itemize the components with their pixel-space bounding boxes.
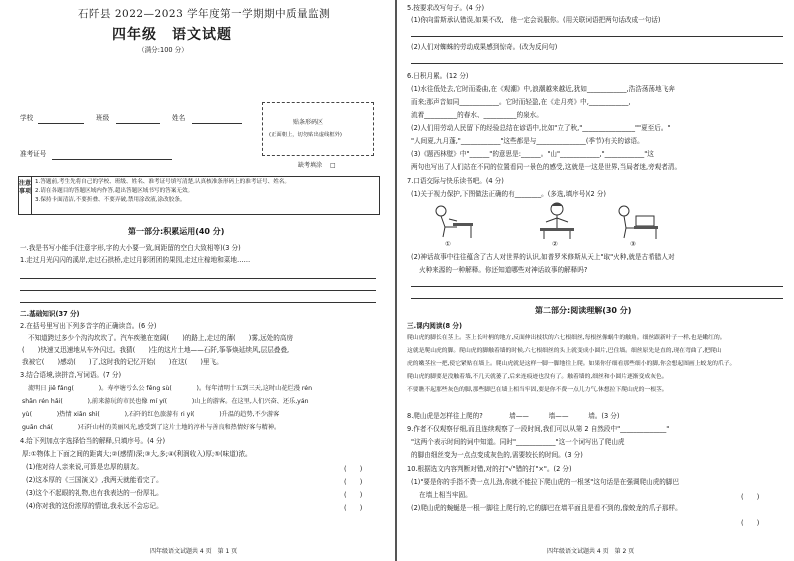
q2-line-1: 不知道跨过多少个沟沟坎坎了。汽车疾驰在宽阔( )的路上,走过的薄( )雾,远处的高房 bbox=[28, 334, 294, 342]
writing-line-3[interactable] bbox=[20, 302, 376, 303]
footer-page-2: 四年级语文试题共 4 页 第 2 页 bbox=[547, 548, 635, 555]
basics-head: 二.基础知识(37 分) bbox=[20, 310, 80, 318]
exam-title: 四年级 语文试题 bbox=[112, 27, 232, 43]
header-title: 石阡县 2022—2023 学年度第一学期期中质量监测 bbox=[78, 8, 331, 20]
q2-line-2: ( )快速又迅速地从车外闪过。我猜( )生的这片土地——石阡,筝筝焕延续风,层层叠叠, bbox=[22, 346, 290, 354]
barcode-label: 贴条形码区 bbox=[293, 119, 324, 126]
q6-line-1: (1)水往低处去,它时而委曲,在《观潮》中,浪潮越来越近,犹如____________,浩浩荡荡地飞奔 bbox=[411, 85, 675, 93]
full-score: （满分:100 分） bbox=[138, 46, 188, 54]
q10-head: 10.根据选文内容判断对错,对的打"√"错的打"×"。(2 分) bbox=[407, 465, 572, 473]
notice-line-2: 2.请在各题目的答题区域内作答,超出答题区域书写的答案无效。 bbox=[35, 188, 194, 194]
q6-line-3: 流着__________的春水、__________的泉水。 bbox=[411, 111, 543, 119]
class-field[interactable] bbox=[116, 123, 160, 124]
posture-figure-3 bbox=[612, 202, 662, 240]
q2-line-3: 我被它( )感动( )了,这时我的记忆开始( )在这( )里飞。 bbox=[22, 358, 223, 366]
q4-head: 4.给下列加点字选择恰当的解释,只填序号。(4 分) bbox=[20, 437, 166, 445]
q4-item-3: (3)这个不起眼的礼物,也有我表达的一份厚礼。 bbox=[26, 489, 163, 497]
q7-item-1: (1)关于视力保护,下图做法正确的有________。(多选,填序号)(2 分) bbox=[411, 190, 606, 198]
page-2 bbox=[397, 0, 794, 561]
q6-line-6: (3)《题西林壁》中"______"的意思是:______。"山"____________,"____________"这 bbox=[411, 150, 654, 158]
class-label: 班级 bbox=[96, 114, 110, 122]
figure-label-1: ① bbox=[445, 240, 451, 248]
q3-head: 3.结合语境,读拼音,写词语。(7 分) bbox=[20, 371, 122, 379]
notice-line-1: 1.答题前,考生先将自己的学校、班级、姓名、准考证号填写清楚,认真核准条形码上的准考证号、姓名。 bbox=[35, 179, 291, 185]
absent-label: 缺考填涂 bbox=[298, 162, 323, 169]
q6-head: 6.日积月累。(12 分) bbox=[407, 72, 469, 80]
q4-item-2: (2)这本厚的《三国演义》,我两天就能看完了。 bbox=[26, 476, 163, 484]
q2-head: 2.在括号里写出下列多音字的正确读音。(6 分) bbox=[20, 322, 157, 330]
figure-label-3: ③ bbox=[630, 240, 636, 248]
notice-box bbox=[18, 176, 380, 215]
q10-item-1: (1)"要是你的手指不费一点儿劲,你就不能拉下爬山虎的一根茎"这句话是在强调爬山虎的脚巴 bbox=[411, 478, 680, 486]
q5-item-2: (2)人们对蜘蛛的劳动成果感到惊奇。(改为反问句) bbox=[411, 43, 558, 51]
q5-answer-line-1[interactable] bbox=[411, 36, 783, 37]
passage-line-2: 这就是爬山虎的脚。爬山虎的脚触着墙的时候,六七根细丝的头上就变成小圆片,巴住墙。细丝原先是直的,现在弯曲了,把爬山 bbox=[407, 348, 722, 354]
q9-line-2: "这两个表示时间的词中知道。同时"____________"这一个词写出了爬山虎 bbox=[411, 438, 625, 446]
page-1 bbox=[0, 0, 396, 561]
exam-no-field[interactable] bbox=[52, 159, 172, 160]
school-field[interactable] bbox=[38, 123, 84, 124]
notice-line-3: 3.保持卡面清洁,不要折叠、不要弄破,禁用涂改液,涂改胶条。 bbox=[35, 197, 186, 203]
q9-line-1: 9.作者不仅观察仔细,而且连续观察了一段时间,我们可以从第 2 自然段中"______________" bbox=[407, 425, 670, 433]
passage-line-4: 爬山虎的脚要是没触着墙,不几天就萎了,后来连痕迹也没有了。触着墙的,细丝和小圆片逐渐变成灰色。 bbox=[407, 374, 668, 380]
q7-head: 7.口语交际与快乐读书吧。(4 分) bbox=[407, 177, 504, 185]
q10-item-1-cont: 在墙上相当牢固。 bbox=[419, 491, 472, 499]
q7-answer-line-1[interactable] bbox=[411, 286, 783, 287]
q5-answer-line-2[interactable] bbox=[411, 63, 783, 64]
q6-line-5: "人间夏,九月蓬,"____________"这些都是与_______________(季节)有关的谚语。 bbox=[411, 137, 644, 145]
q6-line-7: 两句也写出了人们站在不同的位置看同一景色的感受,这就是一这是世界,当局者迷,旁观者清。 bbox=[411, 163, 682, 171]
figure-label-2: ② bbox=[552, 240, 558, 248]
notice-label: 注意事项 bbox=[19, 177, 32, 214]
q4-options: 厚:①物体上下面之间的距离大;②(感情)深;③大,多;④(利润收入)厚;⑤(味道)浓。 bbox=[22, 450, 252, 458]
q7-answer-line-2[interactable] bbox=[411, 298, 783, 299]
q7-item-2-line-2: 火种来源的一种解释。你还知道哪些对神话故事的解释吗? bbox=[419, 266, 588, 274]
q3-line-2: shān rén hǎi( ),前来游玩的市民也像 mí yí( )山上的游客。在这里,人们兴奋、还乐,yán bbox=[22, 398, 309, 405]
q4-item-1: (1)他对待人亲来说,可算是忠厚的朋友。 bbox=[26, 463, 143, 471]
q5-head: 5.按要求改写句子。(4 分) bbox=[407, 4, 485, 12]
q10-answer-1[interactable]: ( ) bbox=[741, 493, 760, 501]
q4-answer-1[interactable]: ( ) bbox=[344, 465, 363, 473]
q10-answer-2[interactable]: ( ) bbox=[741, 519, 760, 527]
writing-line-1[interactable] bbox=[20, 278, 376, 279]
q10-item-2: (2)爬山虎的蜿蜒是一根一脚往上爬行的,它的脚巴在墙平面且是看不到的,像蛟龙的爪子那样。 bbox=[411, 504, 682, 512]
q3-line-4: guān chá( )石阡山村的美丽风光,感受到了这片土地的淳朴与善良和热情好客与精神。 bbox=[22, 424, 281, 431]
exam-no-label: 准考证号 bbox=[20, 150, 47, 158]
name-label: 姓名 bbox=[172, 114, 186, 122]
absent-box[interactable]: □ bbox=[330, 162, 336, 169]
footer-page-1: 四年级语文试题共 4 页 第 1 页 bbox=[150, 548, 238, 555]
part1-title: 第一部分:积累运用(40 分) bbox=[128, 227, 225, 236]
school-label: 学校 bbox=[20, 114, 34, 122]
barcode-area bbox=[262, 102, 374, 156]
q4-answer-2[interactable]: ( ) bbox=[344, 478, 363, 486]
q3-line-3: yù( )热情 xiān shì( ),石阡的红色旅游有 ri yí( )升温的趋势,不少游客 bbox=[22, 411, 280, 418]
name-field[interactable] bbox=[192, 123, 242, 124]
q4-item-4: (4)你对我的这份浓厚的情谊,我永远不会忘记。 bbox=[26, 502, 163, 510]
posture-figure-1 bbox=[427, 203, 477, 239]
q6-line-4: (2)人们用劳动人民留下的经验总结在谚语中,比如"立了秋,"________________""夏至后。" bbox=[411, 124, 671, 132]
q6-line-2: 而来;那声音如同____________。它时而轻盈,在《走月亮》中,____________, bbox=[411, 98, 631, 106]
barcode-note: (正面朝上，切勿贴出虚线框外) bbox=[269, 132, 342, 138]
q3-line-1: 流明日 jiē fǎng( )。寿亭塘亏么公 fēng sù( )。每年清明十五到三天,这时山花烂漫 rén bbox=[28, 385, 313, 392]
q9-line-3: 的脚由细丝变为一点点变成灰色的,需要较长的时间。(3 分) bbox=[411, 451, 583, 459]
passage-line-3: 虎的嫩茎拉一把,使它紧贴在墙上。爬山虎就是这样一脚一脚地往上爬。如果你仔细看那些细小的脚,你会想起图画上蛟龙的爪子。 bbox=[407, 361, 736, 367]
q8: 8.爬山虎是怎样往上爬的? 墙—— 墙—— 墙。(3 分) bbox=[407, 412, 620, 420]
reading-head: 三.课内阅读(8 分) bbox=[407, 322, 462, 330]
q7-item-2-line-1: (2)神话故事中往往蕴含了古人对世界的认识,如普罗米修斯从天上"取"火种,就是古希腊人对 bbox=[411, 253, 675, 261]
passage-line-1: 爬山虎的脚长在茎上。茎上长叶柄的地方,反面伸出枝状的六七根细丝,每根丝像蜗牛的触角。细丝跟新叶子一样,也是嫩红的。 bbox=[407, 335, 726, 341]
writing-question-text: 1.走过月光闪闪的溪岸,走过石拱桥,走过月影团团的果园,走过庄稼地和菜地…… bbox=[20, 256, 251, 264]
writing-question-head: 一.我是书写小能手(注意字形,字的大小要一致,间距留的空白大致相等)(3 分) bbox=[20, 244, 241, 252]
q5-item-1: (1)你向雷斯承认错误,如果不改, 他一定会说服你。(用关联词语把两句话改成一句话) bbox=[411, 16, 661, 24]
part2-title: 第二部分:阅读理解(30 分) bbox=[535, 306, 632, 315]
q4-answer-3[interactable]: ( ) bbox=[344, 491, 363, 499]
posture-figure-2 bbox=[532, 200, 582, 240]
passage-line-5: 不要瞧不起那些灰色的脚,那些脚巴在墙上相当牢固,要是你不费一点儿力气,休想拉下爬山虎的一根茎。 bbox=[407, 387, 668, 393]
q4-answer-4[interactable]: ( ) bbox=[344, 504, 363, 512]
writing-line-2[interactable] bbox=[20, 290, 376, 291]
